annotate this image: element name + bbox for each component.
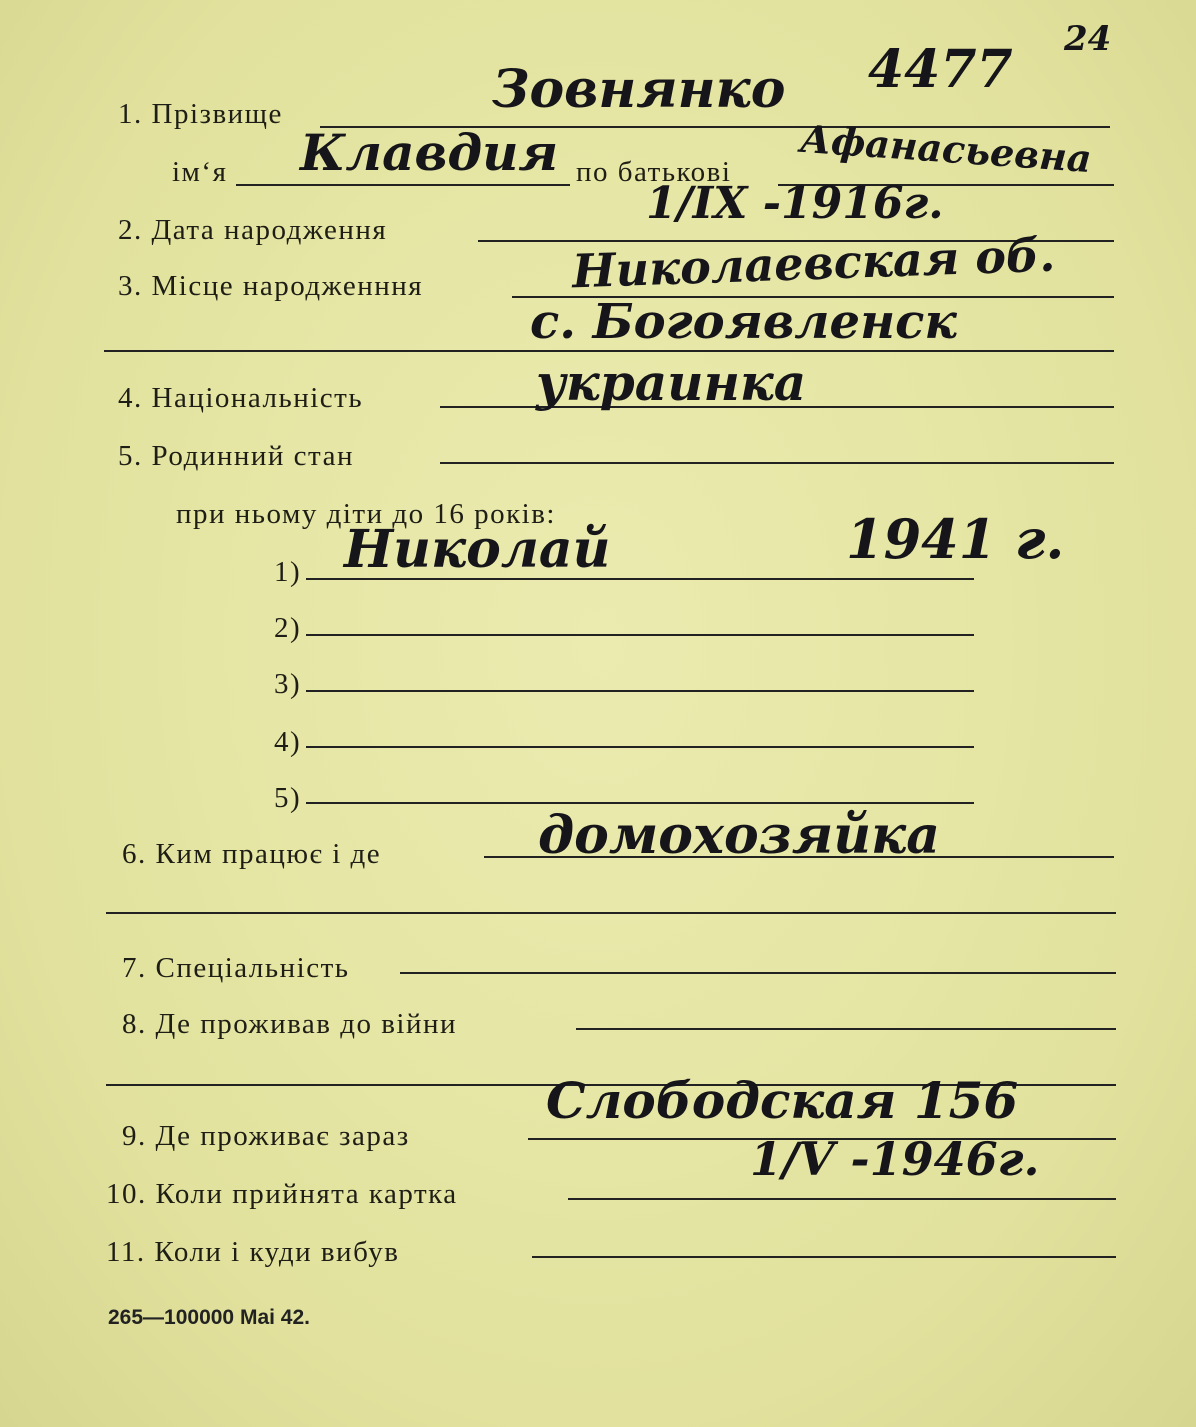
- prewar-residence-line: [576, 1028, 1116, 1030]
- nationality-value: украинка: [536, 353, 807, 412]
- child-5-line: [306, 802, 974, 804]
- child-3-line: [306, 690, 974, 692]
- birth-place-line-2: [104, 350, 1114, 352]
- nationality-label: 4. Національність: [118, 382, 364, 414]
- family-status-line: [440, 462, 1114, 464]
- child-2-line: [306, 634, 974, 636]
- child-4-line: [306, 746, 974, 748]
- departure-label: 11. Коли і куди вибув: [106, 1236, 400, 1268]
- child-4-label: 4): [274, 726, 302, 758]
- departure-line: [532, 1256, 1116, 1258]
- children-label: при ньому діти до 16 років:: [176, 498, 556, 530]
- child-1-label: 1): [274, 556, 302, 588]
- surname-label: 1. Прізвище: [118, 98, 283, 130]
- specialty-label: 7. Спеціальність: [122, 952, 350, 984]
- name-value: Клавдия: [300, 123, 559, 182]
- occupation-label: 6. Ким працює і де: [122, 838, 382, 870]
- birth-date-value: 1/IX -1916г.: [646, 178, 944, 229]
- patronymic-label: по батькові: [576, 156, 732, 188]
- current-residence-label: 9. Де проживає зараз: [122, 1120, 410, 1152]
- patronymic-value: Афанасьевна: [798, 115, 1094, 182]
- family-status-label: 5. Родинний стан: [118, 440, 354, 472]
- child-3-label: 3): [274, 668, 302, 700]
- surname-value: Зовнянко: [492, 59, 786, 120]
- child-1-year-value: 1941 г.: [846, 507, 1065, 571]
- birth-place-value: Николаевская об.: [571, 227, 1056, 299]
- card-accepted-label: 10. Коли прийнята картка: [106, 1178, 458, 1210]
- occupation-line-2: [106, 912, 1116, 914]
- birth-place-value-2: с. Богоявленск: [530, 294, 957, 350]
- card-accepted-line: [568, 1198, 1116, 1200]
- current-address-value: Слободская 156: [546, 1071, 1019, 1130]
- child-1-name-value: Николай: [344, 519, 611, 580]
- corner-mark: 24: [1064, 19, 1112, 59]
- name-line: [236, 184, 570, 186]
- birth-date-label: 2. Дата народження: [118, 214, 388, 246]
- occupation-value: домохозяйка: [538, 805, 940, 866]
- prewar-residence-label: 8. Де проживав до війни: [122, 1008, 458, 1040]
- specialty-line: [400, 972, 1116, 974]
- print-footer: 265—100000 Mai 42.: [108, 1306, 310, 1329]
- child-2-label: 2): [274, 612, 302, 644]
- card-number-value: 4477: [868, 39, 1013, 100]
- card-date-value: 1/V -1946г.: [750, 1132, 1040, 1186]
- name-label: ім‘я: [172, 156, 228, 188]
- birth-place-label: 3. Місце народженння: [118, 270, 424, 302]
- child-5-label: 5): [274, 782, 302, 814]
